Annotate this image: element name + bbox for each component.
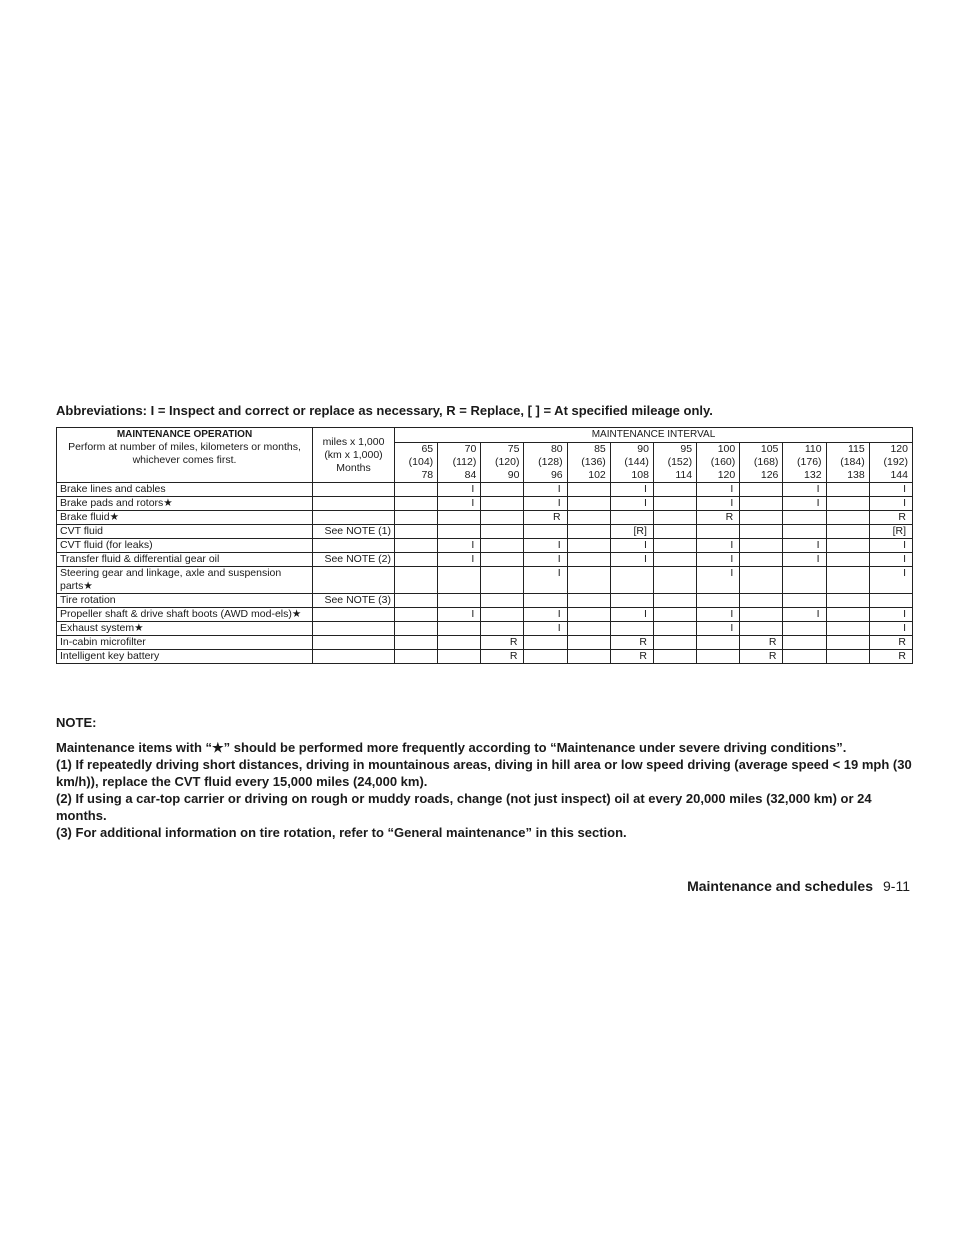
- schedule-cell: [481, 622, 524, 636]
- schedule-cell: R: [481, 650, 524, 664]
- operation-name: Transfer fluid & differential gear oil: [57, 553, 313, 567]
- interval-mo: 84: [464, 469, 477, 481]
- table-row: [57, 622, 913, 636]
- schedule-cell: [524, 650, 567, 664]
- interval-mi: 80: [550, 443, 563, 455]
- schedule-cell: [740, 594, 783, 608]
- schedule-cell: [783, 511, 826, 525]
- operation-header-subtitle: Perform at number of miles, kilometers or months, whichever comes first.: [68, 441, 301, 466]
- schedule-cell: [740, 539, 783, 553]
- schedule-cell: [567, 622, 610, 636]
- schedule-cell: I: [524, 553, 567, 567]
- schedule-cell: [395, 567, 438, 594]
- schedule-cell: [826, 483, 869, 497]
- schedule-cell: [481, 497, 524, 511]
- operation-header: [57, 428, 313, 483]
- schedule-cell: I: [783, 539, 826, 553]
- interval-cell: [653, 443, 696, 483]
- schedule-cell: I: [610, 539, 653, 553]
- schedule-rows: [57, 483, 913, 664]
- schedule-cell: I: [610, 553, 653, 567]
- schedule-cell: [653, 525, 696, 539]
- interval-cell: [524, 443, 567, 483]
- schedule-cell: R: [740, 650, 783, 664]
- schedule-cell: [481, 594, 524, 608]
- schedule-cell: I: [524, 539, 567, 553]
- schedule-cell: I: [524, 567, 567, 594]
- schedule-cell: I: [438, 483, 481, 497]
- schedule-cell: [395, 525, 438, 539]
- interval-cell: [783, 443, 826, 483]
- schedule-cell: [438, 636, 481, 650]
- interval-km: (184): [840, 456, 865, 468]
- interval-km: (168): [753, 456, 779, 468]
- operation-note-ref: [313, 511, 395, 525]
- interval-km: (136): [581, 456, 606, 468]
- schedule-cell: R: [869, 650, 912, 664]
- page-footer: [687, 878, 910, 894]
- interval-mo: 108: [631, 469, 649, 481]
- schedule-cell: [653, 608, 696, 622]
- units-km: (km x 1,000): [324, 448, 383, 461]
- schedule-cell: [R]: [610, 525, 653, 539]
- schedule-cell: [610, 594, 653, 608]
- table-row: [57, 636, 913, 650]
- schedule-cell: I: [869, 608, 912, 622]
- schedule-cell: [438, 650, 481, 664]
- table-row: [57, 539, 913, 553]
- maintenance-schedule-table: [56, 427, 913, 664]
- schedule-cell: [826, 553, 869, 567]
- schedule-cell: [826, 511, 869, 525]
- operation-name: Tire rotation: [57, 594, 313, 608]
- table-row: [57, 553, 913, 567]
- schedule-cell: [395, 483, 438, 497]
- schedule-cell: [395, 636, 438, 650]
- schedule-cell: [567, 567, 610, 594]
- schedule-cell: [610, 622, 653, 636]
- schedule-cell: [481, 483, 524, 497]
- schedule-cell: [395, 511, 438, 525]
- interval-cell: [438, 443, 481, 483]
- operation-header-title: MAINTENANCE OPERATION: [116, 429, 253, 440]
- interval-cell: [869, 443, 912, 483]
- schedule-cell: [395, 497, 438, 511]
- schedule-cell: I: [783, 497, 826, 511]
- schedule-cell: I: [869, 567, 912, 594]
- schedule-cell: R: [740, 636, 783, 650]
- interval-mo: 114: [675, 469, 693, 481]
- interval-mi: 75: [507, 443, 520, 455]
- abbreviations-legend: Abbreviations: I = Inspect and correct or replace as necessary, R = Replace, [ ] = At specified mileage only.: [56, 403, 713, 418]
- operation-name: CVT fluid: [57, 525, 313, 539]
- schedule-cell: [395, 650, 438, 664]
- note-line-star: Maintenance items with “★” should be performed more frequently according to “Maintenance under severe driving conditions”.: [56, 740, 847, 755]
- page-number: 9-11: [883, 878, 910, 894]
- schedule-cell: [653, 567, 696, 594]
- interval-mo: 102: [588, 469, 606, 481]
- interval-mi: 105: [760, 443, 779, 455]
- schedule-cell: [697, 650, 740, 664]
- units-header: [313, 428, 395, 483]
- schedule-cell: [610, 567, 653, 594]
- schedule-cell: I: [610, 483, 653, 497]
- interval-mo: 90: [507, 469, 520, 481]
- operation-note-ref: [313, 497, 395, 511]
- notes-heading: NOTE:: [56, 715, 97, 730]
- schedule-cell: [481, 539, 524, 553]
- schedule-cell: [395, 594, 438, 608]
- footer-section-title: Maintenance and schedules: [687, 878, 874, 894]
- interval-cell: [826, 443, 869, 483]
- schedule-cell: [740, 622, 783, 636]
- schedule-cell: [783, 594, 826, 608]
- interval-km: (152): [667, 456, 693, 468]
- schedule-cell: I: [697, 483, 740, 497]
- note-line-1: (1) If repeatedly driving short distances, driving in mountainous areas, diving in hill area or low speed driving (average speed < 19 mph (30 km/h)), replace the CVT fluid every 15,000 miles (24,000 km).: [56, 757, 912, 789]
- schedule-cell: I: [869, 622, 912, 636]
- interval-mi: 85: [594, 443, 606, 455]
- interval-mo: 120: [717, 469, 736, 481]
- schedule-cell: [740, 483, 783, 497]
- schedule-cell: I: [783, 483, 826, 497]
- schedule-cell: [653, 511, 696, 525]
- schedule-cell: I: [869, 497, 912, 511]
- schedule-cell: [481, 511, 524, 525]
- schedule-cell: I: [524, 622, 567, 636]
- note-line-2: (2) If using a car-top carrier or driving on rough or muddy roads, change (not just inspect) oil at every 20,000 miles (32,000 km) or 24 months.: [56, 791, 872, 823]
- schedule-cell: [740, 567, 783, 594]
- interval-cell: [567, 443, 610, 483]
- interval-mi: 110: [804, 443, 822, 455]
- schedule-cell: I: [783, 608, 826, 622]
- schedule-cell: I: [438, 539, 481, 553]
- schedule-cell: [653, 622, 696, 636]
- schedule-cell: [740, 553, 783, 567]
- schedule-cell: [481, 567, 524, 594]
- schedule-cell: I: [438, 553, 481, 567]
- schedule-cell: I: [697, 622, 740, 636]
- schedule-cell: [826, 650, 869, 664]
- schedule-cell: [653, 539, 696, 553]
- interval-km: (112): [452, 456, 477, 468]
- interval-mo: 96: [550, 469, 563, 481]
- operation-note-ref: [313, 636, 395, 650]
- interval-km: (128): [538, 456, 563, 468]
- schedule-cell: [653, 594, 696, 608]
- schedule-cell: [524, 525, 567, 539]
- schedule-cell: I: [697, 608, 740, 622]
- schedule-cell: R: [481, 636, 524, 650]
- schedule-cell: [783, 650, 826, 664]
- schedule-cell: [567, 636, 610, 650]
- schedule-cell: [740, 608, 783, 622]
- schedule-cell: [567, 483, 610, 497]
- interval-mo: 126: [760, 469, 779, 481]
- schedule-cell: R: [869, 636, 912, 650]
- schedule-cell: [524, 636, 567, 650]
- operation-name: Steering gear and linkage, axle and suspension parts★: [57, 567, 313, 594]
- schedule-cell: [567, 608, 610, 622]
- schedule-cell: [R]: [869, 525, 912, 539]
- interval-km: (192): [883, 456, 908, 468]
- schedule-cell: I: [697, 567, 740, 594]
- schedule-cell: R: [697, 511, 740, 525]
- interval-mi: 90: [637, 443, 649, 455]
- interval-header: MAINTENANCE INTERVAL: [395, 428, 913, 443]
- operation-note-ref: [313, 567, 395, 594]
- schedule-cell: [567, 594, 610, 608]
- interval-mi: 100: [717, 443, 736, 455]
- schedule-cell: [524, 594, 567, 608]
- schedule-cell: [395, 608, 438, 622]
- operation-name: Brake fluid★: [57, 511, 313, 525]
- schedule-cell: R: [610, 650, 653, 664]
- schedule-cell: R: [524, 511, 567, 525]
- schedule-cell: [567, 553, 610, 567]
- operation-name: Exhaust system★: [57, 622, 313, 636]
- interval-mo: 144: [890, 469, 908, 481]
- schedule-cell: [567, 539, 610, 553]
- operation-note-ref: [313, 650, 395, 664]
- units-miles: miles x 1,000: [322, 435, 385, 448]
- interval-mi: 65: [421, 443, 434, 455]
- schedule-cell: [826, 594, 869, 608]
- schedule-cell: [395, 553, 438, 567]
- schedule-cell: [567, 511, 610, 525]
- interval-km: (120): [494, 456, 520, 468]
- schedule-cell: [438, 511, 481, 525]
- interval-km: (160): [710, 456, 736, 468]
- interval-cell: [610, 443, 653, 483]
- interval-mo: 138: [847, 469, 865, 481]
- interval-mi: 70: [464, 443, 477, 455]
- table-row: [57, 483, 913, 497]
- schedule-cell: I: [524, 483, 567, 497]
- schedule-cell: [653, 553, 696, 567]
- schedule-cell: [740, 525, 783, 539]
- operation-name: Propeller shaft & drive shaft boots (AWD mod-els)★: [57, 608, 313, 622]
- schedule-cell: [481, 608, 524, 622]
- schedule-cell: [826, 525, 869, 539]
- schedule-cell: I: [869, 539, 912, 553]
- schedule-cell: [826, 539, 869, 553]
- table-row: [57, 497, 913, 511]
- schedule-cell: I: [438, 497, 481, 511]
- interval-cell: [740, 443, 783, 483]
- schedule-cell: R: [610, 636, 653, 650]
- table-row: [57, 567, 913, 594]
- schedule-cell: [395, 539, 438, 553]
- schedule-cell: [438, 525, 481, 539]
- interval-mi: 120: [890, 443, 908, 455]
- schedule-cell: I: [697, 539, 740, 553]
- interval-km: (104): [408, 456, 434, 468]
- schedule-cell: I: [438, 608, 481, 622]
- operation-note-ref: [313, 608, 395, 622]
- operation-name: Intelligent key battery: [57, 650, 313, 664]
- units-months: Months: [336, 461, 371, 474]
- schedule-cell: [653, 650, 696, 664]
- schedule-cell: [697, 636, 740, 650]
- schedule-cell: [481, 525, 524, 539]
- schedule-cell: [653, 483, 696, 497]
- table-row: [57, 511, 913, 525]
- interval-mo: 132: [804, 469, 822, 481]
- note-line-3: (3) For additional information on tire rotation, refer to “General maintenance” in this section.: [56, 825, 627, 840]
- schedule-cell: [438, 622, 481, 636]
- schedule-cell: [697, 525, 740, 539]
- schedule-cell: [826, 622, 869, 636]
- schedule-cell: I: [697, 553, 740, 567]
- schedule-cell: [826, 567, 869, 594]
- schedule-cell: I: [869, 553, 912, 567]
- schedule-cell: [481, 553, 524, 567]
- schedule-cell: I: [524, 497, 567, 511]
- schedule-cell: [438, 594, 481, 608]
- schedule-cell: [783, 567, 826, 594]
- interval-cell: [697, 443, 740, 483]
- operation-name: In-cabin microfilter: [57, 636, 313, 650]
- table-row: [57, 594, 913, 608]
- operation-note-ref: [313, 483, 395, 497]
- schedule-cell: R: [869, 511, 912, 525]
- schedule-cell: [740, 497, 783, 511]
- schedule-cell: [783, 622, 826, 636]
- table-row: [57, 608, 913, 622]
- schedule-cell: [653, 636, 696, 650]
- schedule-cell: [438, 567, 481, 594]
- schedule-cell: [826, 608, 869, 622]
- schedule-cell: [567, 497, 610, 511]
- interval-mi: 95: [680, 443, 693, 455]
- operation-name: Brake lines and cables: [57, 483, 313, 497]
- interval-mo: 78: [421, 469, 434, 481]
- schedule-cell: I: [610, 497, 653, 511]
- schedule-cell: [395, 622, 438, 636]
- interval-cell: [395, 443, 438, 483]
- interval-mi: 115: [847, 443, 865, 455]
- schedule-cell: I: [783, 553, 826, 567]
- schedule-cell: I: [610, 608, 653, 622]
- interval-km: (144): [624, 456, 649, 468]
- schedule-cell: [783, 636, 826, 650]
- schedule-cell: [567, 525, 610, 539]
- operation-note-ref: See NOTE (2): [313, 553, 395, 567]
- operation-note-ref: See NOTE (3): [313, 594, 395, 608]
- table-row: [57, 650, 913, 664]
- schedule-cell: I: [869, 483, 912, 497]
- schedule-cell: [826, 636, 869, 650]
- schedule-cell: [869, 594, 912, 608]
- operation-name: CVT fluid (for leaks): [57, 539, 313, 553]
- schedule-cell: [653, 497, 696, 511]
- table-row: [57, 525, 913, 539]
- schedule-cell: [567, 650, 610, 664]
- schedule-cell: [697, 594, 740, 608]
- schedule-cell: [610, 511, 653, 525]
- schedule-cell: [740, 511, 783, 525]
- notes-section: [56, 714, 916, 841]
- schedule-cell: I: [524, 608, 567, 622]
- schedule-cell: [783, 525, 826, 539]
- operation-name: Brake pads and rotors★: [57, 497, 313, 511]
- schedule-cell: I: [697, 497, 740, 511]
- operation-note-ref: [313, 539, 395, 553]
- interval-km: (176): [797, 456, 822, 468]
- operation-note-ref: [313, 622, 395, 636]
- operation-note-ref: See NOTE (1): [313, 525, 395, 539]
- schedule-cell: [826, 497, 869, 511]
- interval-cell: [481, 443, 524, 483]
